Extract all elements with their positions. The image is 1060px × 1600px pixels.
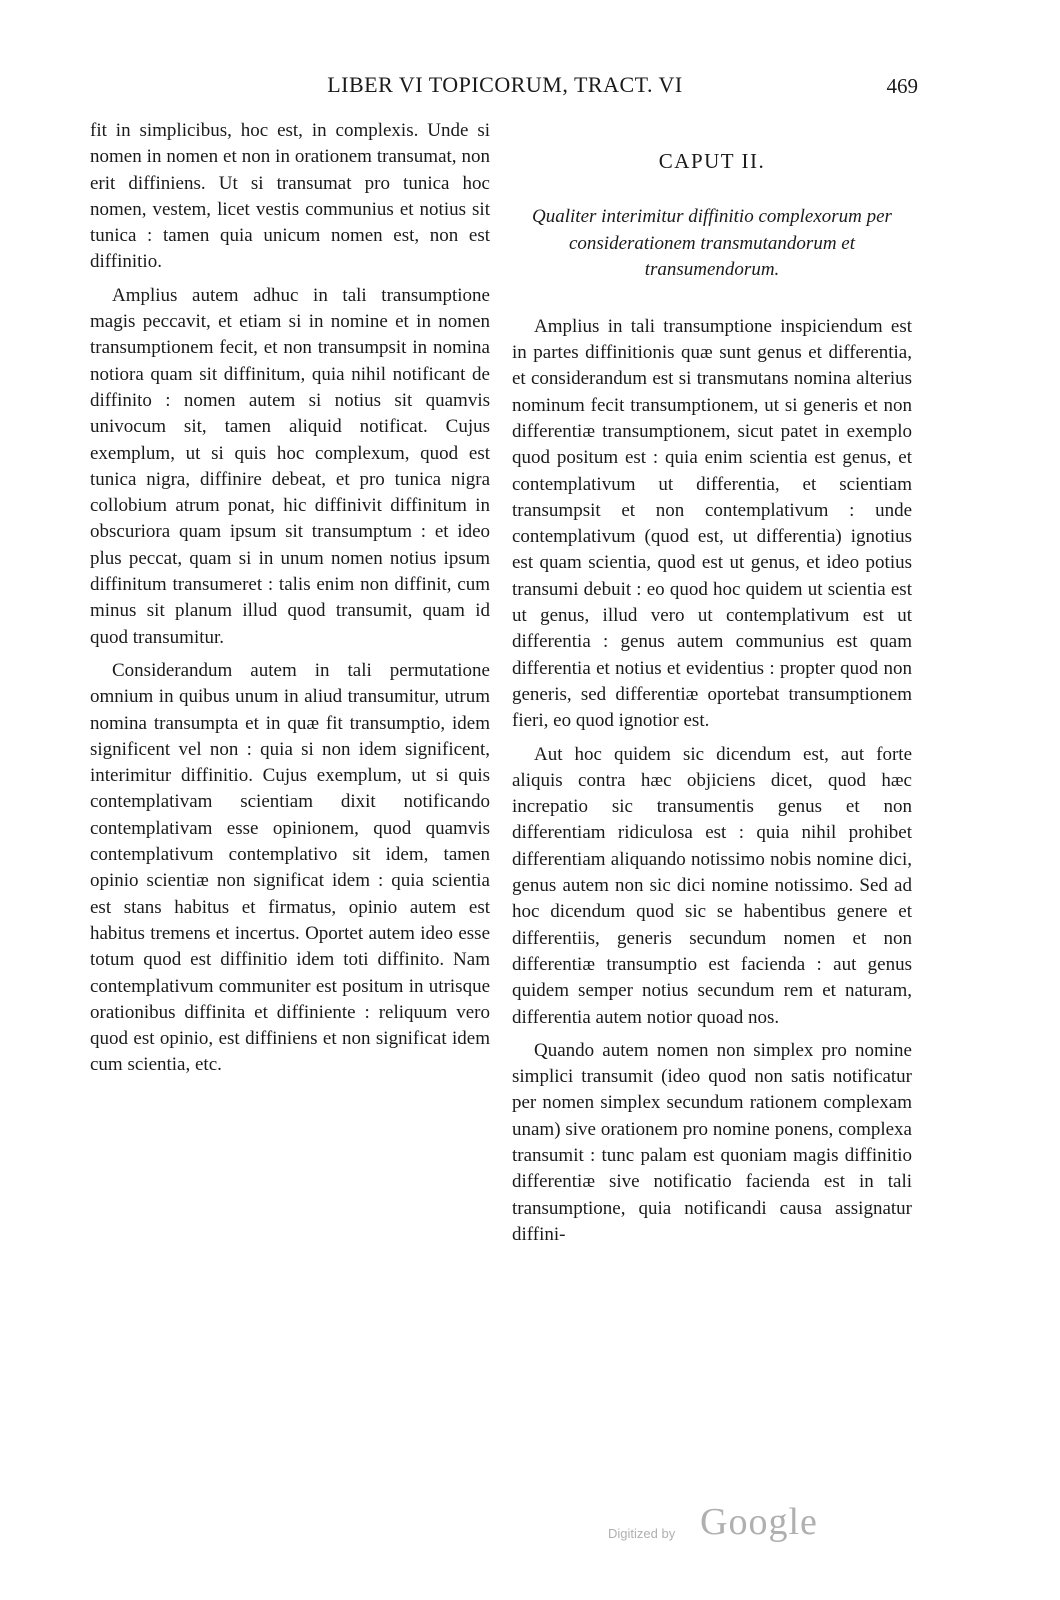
paragraph: Quando autem nomen non simplex pro nomine simplici transumit (ideo quod non satis notificatur per nomen simplex secundum rationem complexam unam) sive orationem pro nomine ponens, complexa transumit : tunc palam est quoniam magis diffinitio differentiæ sive notificatio facienda est in tali transumptione, quia notificandi causa assignatur diffini- <box>512 1039 912 1245</box>
digitized-label: Digitized by <box>608 1526 676 1541</box>
chapter-heading: CAPUT II. <box>658 149 766 173</box>
chapter-summary: Qualiter interimitur diffinitio complexorum per considerationem transmutandorum et transumendorum. <box>532 206 892 281</box>
paragraph: Considerandum autem in tali permutatione omnium in quibus unum in aliud transumitur, utrum nomina transumpta et in quæ fit transumptio, idem significent vel non : quia si non idem significent, interimitur diffinitio. Cujus exemplum, ut si quis contemplativam scientiam dixit notificando contemplativam esse opinionem, quod quamvis contemplativum contemplativo sit idem, tamen opinio scientiæ non significat idem : quia scientia est stans habitus et firmatus, opinio autem est habitus tremens et incertus. Oportet autem ideo esse totum quod est diffinitio idem toti diffinito. Nam contemplativum communiter est positum in utrisque orationibus diffinita et diffiniente : reliquum vero quod est opinio, est diffiniens et non significat idem cum scientia, etc. <box>90 659 490 1076</box>
right-column <box>512 118 912 1255</box>
left-column <box>90 118 490 1086</box>
google-logo: Google <box>700 1501 818 1543</box>
paragraph: fit in simplicibus, hoc est, in complexis. Unde si nomen in nomen et non in orationem transumat, non erit diffiniens. Ut si transumat pro tunica hoc nomen, vestem, licet vestis communius et notius sit tunica : tamen quia unicum nomen est, non est diffinitio. <box>90 120 490 273</box>
paragraph: Amplius autem adhuc in tali transumptione magis peccavit, et etiam si in nomine et in nomen transumptionem fecit, et non transumpsit in nomina notiora quam sit diffinitum, quia nihil notificant de diffinito : nomen autem si notius sit quamvis univocum sit, tamen aliquid notificat. Cujus exemplum, ut si quis hoc complexum, quod est tunica nigra, diffinire debeat, et pro tunica nigra collobium atrum ponat, hic diffinivit diffinitum in obscuriora quam ipsum sit transumptum : et ideo plus peccat, quam si in unum nomen notius ipsum diffinitum transumeret : talis enim non diffinit, cum minus sit planum illud quod transumit, quam id quod transumitur. <box>90 284 490 648</box>
running-title: LIBER VI TOPICORUM, TRACT. VI <box>327 72 683 97</box>
paragraph: Amplius in tali transumptione inspiciendum est in partes diffinitionis quæ sunt genus et differentia, et considerandum est si transmutans nomina alterius nominum fecit transumptionem, ut si generis et non differentiæ transumptionem, sicut patet in exemplo quod positum est : quia enim scientia est genus, et contemplativum ut differentia, et scientiam transumpsit et non contemplativum : unde contemplativum (quod est, ut differentia) ignotius est quam scientia, quod est ut genus, et ideo potius transumi debuit : eo quod hoc quidem ut scientia est ut genus, illud vero ut contemplativum est ut differentia : genus autem communius est quam differentia et notius et evidentius : propter quod non generis, sed differentiæ oportebat transumptionem fieri, eo quod ignotior est. <box>512 315 912 732</box>
page-number: 469 <box>886 74 918 98</box>
digitized-by-watermark <box>608 1500 828 1550</box>
running-head <box>0 72 1060 106</box>
paragraph: Aut hoc quidem sic dicendum est, aut forte aliquis contra hæc objiciens dicet, quod hæc increpatio sic transumentis genus et non differentiam ridiculosa est : quia nihil prohibet differentiam aliquando notissimo nobis nomine dici, genus autem non sic dici nomine notissimo. Sed ad hoc dicendum quod sic se habentibus genere et differentiis, generis secundum nomen et non differentiæ transumptio est facienda : aut genus quidem semper notius secundum rem et naturam, differentia autem notior quoad nos. <box>512 743 912 1028</box>
